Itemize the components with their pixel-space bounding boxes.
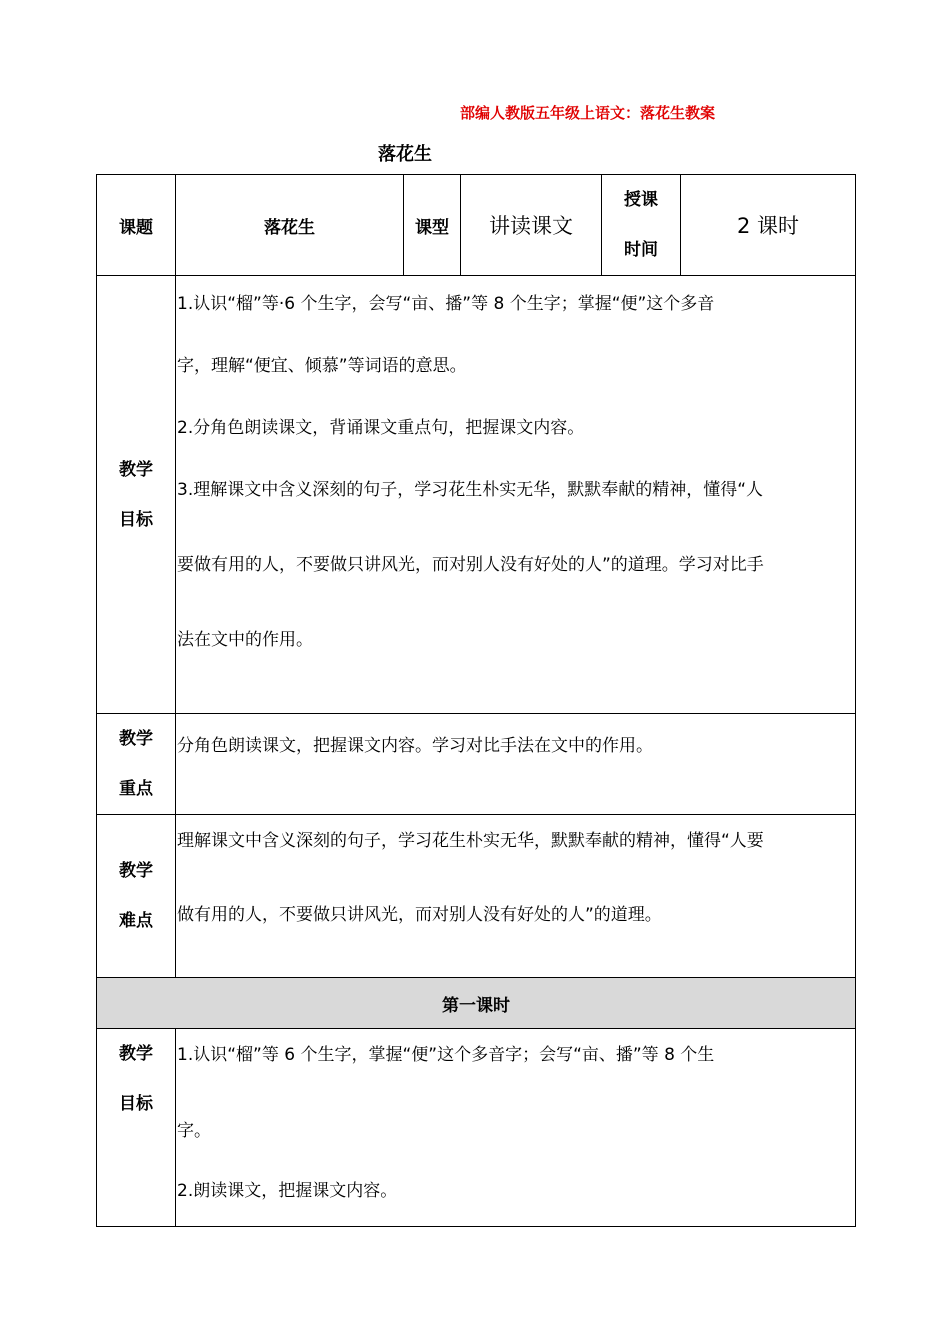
first-lesson-title: 第一课时 [97, 978, 856, 1029]
label-key-points-line-1: 教学 [119, 729, 153, 749]
difficulties-row [97, 815, 856, 978]
key-points-content [176, 714, 856, 815]
label-teaching-time [602, 175, 681, 276]
label-teaching-goals-line-1: 教学 [119, 459, 153, 480]
header-row [97, 175, 856, 276]
label-first-lesson-goals [97, 1029, 176, 1227]
first-lesson-goals-row [97, 1029, 856, 1227]
label-teaching-time-line-2: 时间 [624, 240, 658, 260]
first-lesson-goals-line-1: 1.认识“榴”等 6 个生字，掌握“便”这个多音字；会写“亩、播”等 8 个生 [177, 1045, 715, 1065]
goals-line-4: 3.理解课文中含义深刻的句子，学习花生朴实无华，默默奉献的精神，懂得“人 [177, 480, 764, 500]
teaching-time-value: 2 课时 [681, 175, 856, 276]
lesson-plan-table [96, 174, 856, 1227]
teaching-goals-content [176, 276, 856, 714]
goals-line-3: 2.分角色朗读课文，背诵课文重点句，把握课文内容。 [177, 418, 585, 438]
label-lesson-type: 课型 [404, 175, 461, 276]
label-difficulties-line-1: 教学 [119, 861, 153, 881]
label-teaching-goals [97, 276, 176, 714]
label-key-points [97, 714, 176, 815]
label-difficulties-line-2: 难点 [119, 911, 153, 931]
topic-value: 落花生 [176, 175, 404, 276]
first-lesson-title-row [97, 978, 856, 1029]
label-topic: 课题 [97, 175, 176, 276]
first-lesson-goals-line-2: 字。 [177, 1121, 211, 1141]
label-teaching-goals-line-2: 目标 [119, 509, 153, 530]
key-points-row [97, 714, 856, 815]
document-header: 部编人教版五年级上语文：落花生教案 [460, 104, 716, 122]
label-first-lesson-goals-line-2: 目标 [119, 1094, 153, 1114]
difficulties-line-2: 做有用的人，不要做只讲风光，而对别人没有好处的人”的道理。 [177, 905, 662, 925]
label-first-lesson-goals-line-1: 教学 [119, 1044, 153, 1064]
goals-line-1: 1.认识“榴”等·6 个生字，会写“亩、播”等 8 个生字；掌握“便”这个多音 [177, 294, 715, 314]
difficulties-content [176, 815, 856, 978]
first-lesson-goals-content [176, 1029, 856, 1227]
label-teaching-time-line-1: 授课 [624, 190, 658, 210]
document-title: 落花生 [378, 144, 432, 165]
goals-row [97, 276, 856, 714]
label-key-points-line-2: 重点 [119, 779, 153, 799]
key-points-text: 分角色朗读课文，把握课文内容。学习对比手法在文中的作用。 [177, 736, 653, 756]
goals-line-2: 字，理解“便宜、倾慕”等词语的意思。 [177, 356, 467, 376]
first-lesson-goals-line-3: 2.朗读课文，把握课文内容。 [177, 1181, 398, 1201]
goals-line-6: 法在文中的作用。 [177, 630, 313, 650]
difficulties-line-1: 理解课文中含义深刻的句子，学习花生朴实无华，默默奉献的精神，懂得“人要 [177, 831, 764, 851]
label-difficulties [97, 815, 176, 978]
goals-line-5: 要做有用的人，不要做只讲风光，而对别人没有好处的人”的道理。学习对比手 [177, 555, 764, 575]
lesson-type-value: 讲读课文 [461, 175, 602, 276]
